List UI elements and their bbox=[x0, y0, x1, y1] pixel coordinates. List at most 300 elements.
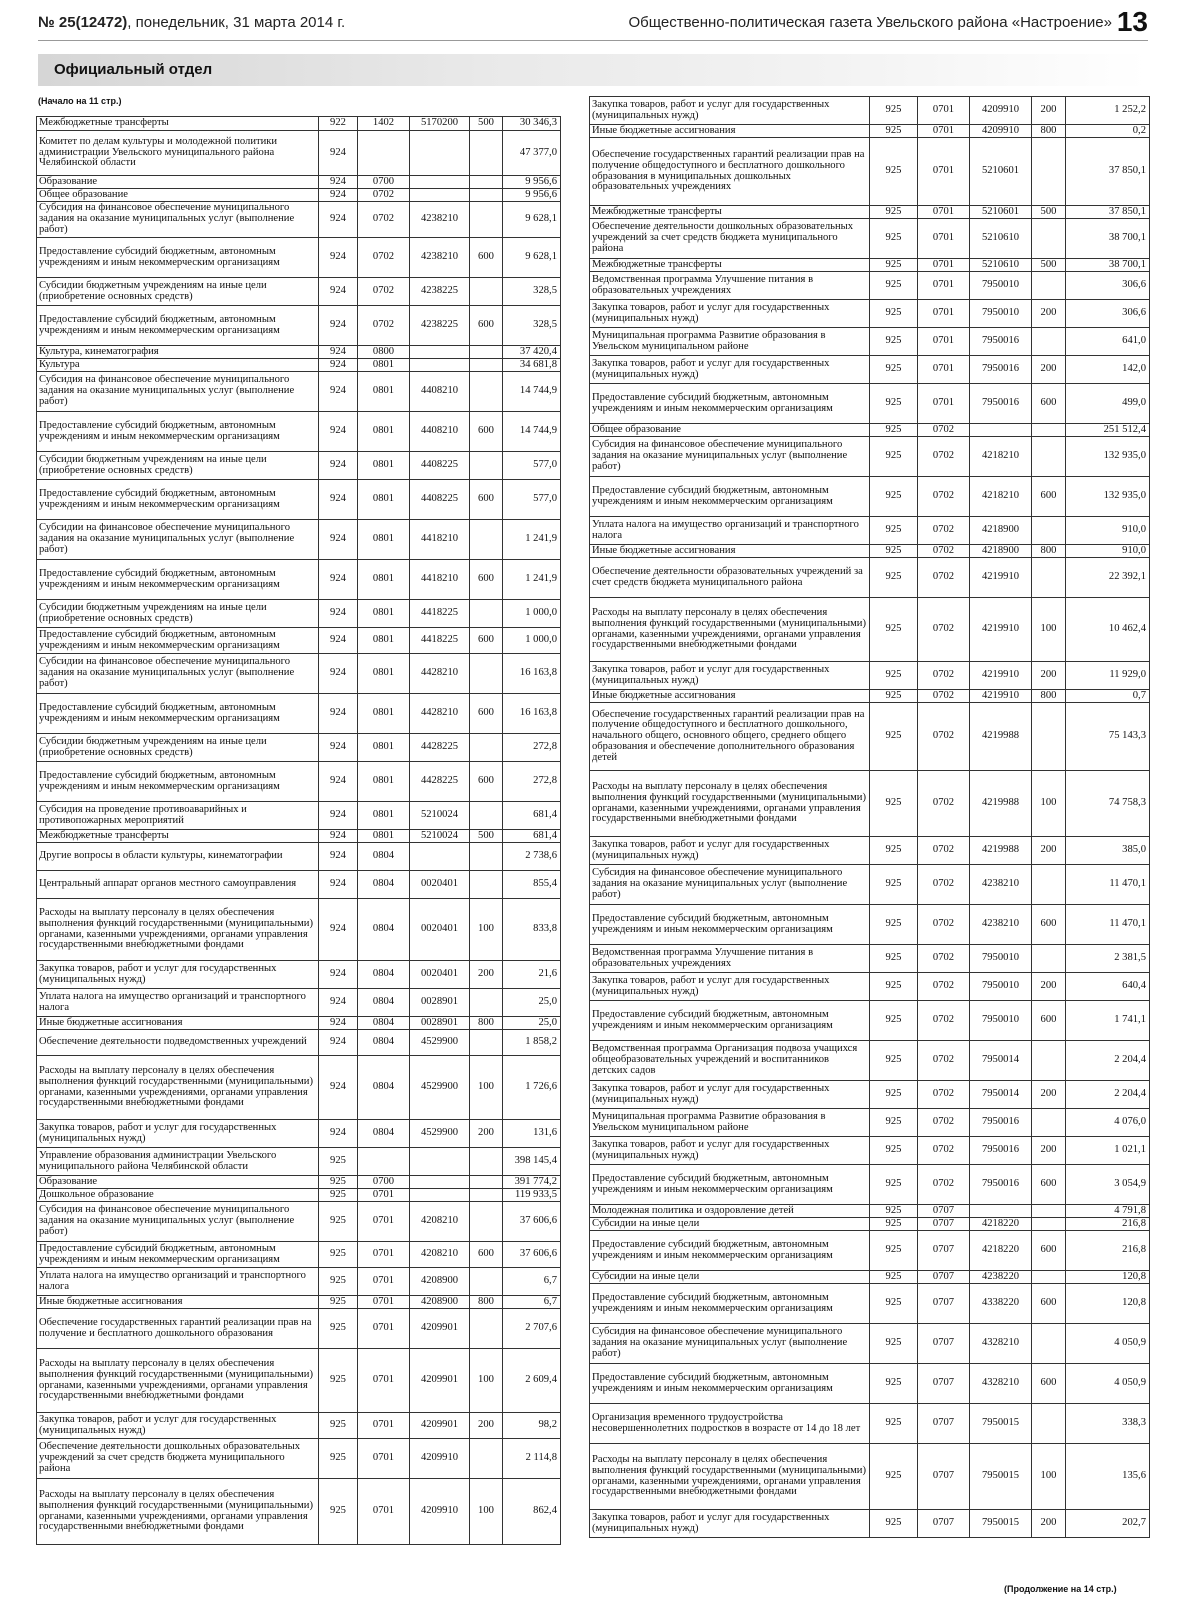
row-article-code: 4208900 bbox=[410, 1268, 470, 1296]
row-expense-type: 500 bbox=[1032, 259, 1066, 272]
row-dept-code: 924 bbox=[319, 238, 358, 278]
table-row bbox=[590, 125, 1150, 138]
row-expense-type bbox=[470, 131, 503, 176]
row-dept-code: 925 bbox=[870, 1364, 918, 1404]
row-dept-code: 924 bbox=[319, 830, 358, 843]
row-expense-type bbox=[470, 176, 503, 189]
row-section-code: 0801 bbox=[358, 830, 410, 843]
row-amount: 1 252,2 bbox=[1066, 97, 1150, 125]
row-section-code: 0701 bbox=[918, 384, 970, 424]
row-expense-type: 100 bbox=[1032, 771, 1066, 837]
row-dept-code: 924 bbox=[319, 600, 358, 628]
row-expense-type bbox=[470, 802, 503, 830]
row-expense-type bbox=[470, 346, 503, 359]
row-expense-type bbox=[470, 1030, 503, 1056]
table-row bbox=[37, 278, 561, 306]
row-name: Иные бюджетные ассигнования bbox=[37, 1296, 319, 1309]
table-row bbox=[590, 1324, 1150, 1364]
row-article-code: 4219988 bbox=[970, 703, 1032, 771]
row-amount: 2 707,6 bbox=[503, 1309, 561, 1349]
row-amount: 833,8 bbox=[503, 899, 561, 961]
row-amount: 1 000,0 bbox=[503, 628, 561, 654]
row-expense-type: 100 bbox=[470, 1056, 503, 1120]
row-dept-code: 924 bbox=[319, 412, 358, 452]
left-table-body bbox=[37, 117, 561, 1545]
row-expense-type: 100 bbox=[470, 1349, 503, 1413]
row-expense-type bbox=[1032, 865, 1066, 905]
table-row bbox=[37, 1176, 561, 1189]
row-amount: 1 741,1 bbox=[1066, 1001, 1150, 1041]
table-row bbox=[590, 1231, 1150, 1271]
row-section-code: 0702 bbox=[918, 1041, 970, 1081]
row-dept-code: 924 bbox=[319, 694, 358, 734]
row-amount: 855,4 bbox=[503, 871, 561, 899]
row-section-code: 0707 bbox=[918, 1284, 970, 1324]
table-row bbox=[37, 1309, 561, 1349]
row-dept-code: 924 bbox=[319, 1017, 358, 1030]
table-row bbox=[37, 1017, 561, 1030]
table-row bbox=[590, 703, 1150, 771]
table-row bbox=[590, 690, 1150, 703]
row-name: Управление образования администрации Увельского муниципального района Челябинской области bbox=[37, 1148, 319, 1176]
row-expense-type: 100 bbox=[1032, 1444, 1066, 1510]
row-section-code: 0801 bbox=[358, 762, 410, 802]
row-expense-type bbox=[1032, 1109, 1066, 1137]
row-name: Обеспечение деятельности подведомственных учреждений bbox=[37, 1030, 319, 1056]
row-article-code: 4219910 bbox=[970, 662, 1032, 690]
row-dept-code: 925 bbox=[870, 437, 918, 477]
row-name: Культура bbox=[37, 359, 319, 372]
table-row bbox=[37, 1349, 561, 1413]
row-dept-code: 925 bbox=[870, 1165, 918, 1205]
row-section-code: 0701 bbox=[918, 219, 970, 259]
row-name: Культура, кинематография bbox=[37, 346, 319, 359]
row-article-code: 4219910 bbox=[970, 690, 1032, 703]
row-amount: 4 791,8 bbox=[1066, 1205, 1150, 1218]
row-expense-type bbox=[470, 654, 503, 694]
row-dept-code: 925 bbox=[870, 558, 918, 598]
row-article-code: 4428210 bbox=[410, 694, 470, 734]
row-amount: 398 145,4 bbox=[503, 1148, 561, 1176]
row-dept-code: 925 bbox=[870, 125, 918, 138]
row-article-code: 4238225 bbox=[410, 278, 470, 306]
row-section-code: 0701 bbox=[918, 272, 970, 300]
row-expense-type bbox=[470, 1189, 503, 1202]
row-name: Обеспечение государственных гарантий реализации прав на получение и бесплатного дошкольного образования bbox=[37, 1309, 319, 1349]
row-name: Предоставление субсидий бюджетным, автономным учреждениям и иным некоммерческим организациям bbox=[590, 1001, 870, 1041]
row-section-code: 0707 bbox=[918, 1324, 970, 1364]
row-amount: 25,0 bbox=[503, 1017, 561, 1030]
table-row bbox=[590, 1364, 1150, 1404]
row-article-code: 4408225 bbox=[410, 480, 470, 520]
row-name: Субсидии на финансовое обеспечение муниципального задания на оказание муниципальных услуг (выполнение работ) bbox=[37, 654, 319, 694]
row-dept-code: 925 bbox=[870, 837, 918, 865]
table-row bbox=[37, 1479, 561, 1545]
row-dept-code: 925 bbox=[870, 1231, 918, 1271]
row-name: Субсидии бюджетным учреждениям на иные цели (приобретение основных средств) bbox=[37, 600, 319, 628]
row-expense-type: 200 bbox=[470, 1413, 503, 1439]
row-dept-code: 925 bbox=[319, 1148, 358, 1176]
right-table-body bbox=[590, 97, 1150, 1538]
row-dept-code: 925 bbox=[870, 545, 918, 558]
row-name: Закупка товаров, работ и услуг для государственных (муниципальных нужд) bbox=[590, 1081, 870, 1109]
row-section-code: 0702 bbox=[918, 905, 970, 945]
table-row bbox=[590, 1041, 1150, 1081]
table-row bbox=[37, 1439, 561, 1479]
row-expense-type bbox=[470, 202, 503, 238]
row-name: Закупка товаров, работ и услуг для государственных (муниципальных нужд) bbox=[590, 662, 870, 690]
row-article-code: 4209901 bbox=[410, 1413, 470, 1439]
issue-date: , понедельник, 31 марта 2014 г. bbox=[127, 14, 346, 31]
row-expense-type: 200 bbox=[1032, 662, 1066, 690]
row-article-code: 7950016 bbox=[970, 1137, 1032, 1165]
row-article-code: 4428210 bbox=[410, 654, 470, 694]
table-row bbox=[590, 1404, 1150, 1444]
row-expense-type bbox=[1032, 219, 1066, 259]
table-row bbox=[37, 654, 561, 694]
start-note: (Начало на 11 стр.) bbox=[38, 96, 122, 106]
row-dept-code: 925 bbox=[870, 300, 918, 328]
row-dept-code: 925 bbox=[870, 1324, 918, 1364]
row-article-code: 4328210 bbox=[970, 1324, 1032, 1364]
row-article-code bbox=[410, 131, 470, 176]
table-row bbox=[590, 1165, 1150, 1205]
row-name: Предоставление субсидий бюджетным, автономным учреждениям и иным некоммерческим организациям bbox=[590, 1284, 870, 1324]
row-expense-type: 200 bbox=[1032, 837, 1066, 865]
row-article-code: 4529900 bbox=[410, 1056, 470, 1120]
row-article-code: 4209910 bbox=[970, 125, 1032, 138]
row-article-code: 5210601 bbox=[970, 206, 1032, 219]
row-name: Закупка товаров, работ и услуг для государственных (муниципальных нужд) bbox=[590, 1510, 870, 1538]
row-article-code: 4238210 bbox=[970, 905, 1032, 945]
row-name: Расходы на выплату персоналу в целях обеспечения выполнения функций государственными (муниципальными) органами, казенными учреждениями, органами управления государственными внебюджетными фондами bbox=[590, 1444, 870, 1510]
row-section-code: 0702 bbox=[918, 1081, 970, 1109]
row-expense-type: 200 bbox=[1032, 1081, 1066, 1109]
row-section-code bbox=[358, 131, 410, 176]
table-row bbox=[590, 865, 1150, 905]
row-expense-type: 800 bbox=[1032, 545, 1066, 558]
row-dept-code: 925 bbox=[870, 662, 918, 690]
row-expense-type: 600 bbox=[1032, 1231, 1066, 1271]
row-article-code: 4218900 bbox=[970, 517, 1032, 545]
row-dept-code: 925 bbox=[870, 1404, 918, 1444]
row-name: Предоставление субсидий бюджетным, автономным учреждениям и иным некоммерческим организациям bbox=[590, 1364, 870, 1404]
table-row bbox=[590, 973, 1150, 1001]
row-name: Организация временного трудоустройства несовершеннолетних подростков в возрасте от 14 до 18 лет bbox=[590, 1404, 870, 1444]
row-article-code: 4418210 bbox=[410, 560, 470, 600]
row-article-code: 4238210 bbox=[970, 865, 1032, 905]
row-expense-type: 600 bbox=[1032, 477, 1066, 517]
row-name: Уплата налога на имущество организаций и транспортного налога bbox=[590, 517, 870, 545]
table-row bbox=[37, 989, 561, 1017]
row-section-code: 0804 bbox=[358, 1120, 410, 1148]
row-name: Предоставление субсидий бюджетным, автономным учреждениям и иным некоммерческим организациям bbox=[37, 628, 319, 654]
row-amount: 385,0 bbox=[1066, 837, 1150, 865]
row-article-code: 4219910 bbox=[970, 598, 1032, 662]
row-amount: 37 606,6 bbox=[503, 1242, 561, 1268]
row-section-code: 0801 bbox=[358, 628, 410, 654]
row-amount: 1 021,1 bbox=[1066, 1137, 1150, 1165]
table-row bbox=[37, 843, 561, 871]
row-expense-type: 100 bbox=[470, 1479, 503, 1545]
row-section-code: 0702 bbox=[918, 558, 970, 598]
row-dept-code: 924 bbox=[319, 961, 358, 989]
issue-number: № 25(12472) bbox=[38, 14, 128, 31]
table-row bbox=[37, 762, 561, 802]
table-row bbox=[37, 1030, 561, 1056]
table-row bbox=[37, 899, 561, 961]
row-article-code: 4208900 bbox=[410, 1296, 470, 1309]
row-dept-code: 925 bbox=[870, 973, 918, 1001]
table-row bbox=[37, 1120, 561, 1148]
row-section-code: 0701 bbox=[918, 259, 970, 272]
left-budget-table bbox=[36, 116, 561, 1545]
row-expense-type: 600 bbox=[470, 628, 503, 654]
row-article-code bbox=[410, 176, 470, 189]
table-row bbox=[590, 1271, 1150, 1284]
row-expense-type: 600 bbox=[470, 238, 503, 278]
row-dept-code: 925 bbox=[870, 424, 918, 437]
table-row bbox=[590, 97, 1150, 125]
row-amount: 132 935,0 bbox=[1066, 437, 1150, 477]
row-expense-type: 600 bbox=[470, 762, 503, 802]
table-row bbox=[37, 359, 561, 372]
table-row bbox=[37, 480, 561, 520]
row-expense-type: 500 bbox=[470, 117, 503, 131]
row-section-code: 0701 bbox=[918, 97, 970, 125]
table-row bbox=[590, 905, 1150, 945]
table-row bbox=[590, 1218, 1150, 1231]
row-amount: 16 163,8 bbox=[503, 654, 561, 694]
row-name: Уплата налога на имущество организаций и транспортного налога bbox=[37, 1268, 319, 1296]
row-section-code: 0804 bbox=[358, 899, 410, 961]
row-amount: 6,7 bbox=[503, 1268, 561, 1296]
row-section-code: 0701 bbox=[358, 1439, 410, 1479]
row-section-code: 0701 bbox=[918, 125, 970, 138]
row-amount: 2 204,4 bbox=[1066, 1081, 1150, 1109]
row-expense-type: 600 bbox=[1032, 1284, 1066, 1324]
row-name: Субсидия на финансовое обеспечение муниципального задания на оказание муниципальных услуг (выполнение работ) bbox=[590, 1324, 870, 1364]
row-name: Расходы на выплату персоналу в целях обеспечения выполнения функций государственными (муниципальными) органами, казенными учреждениями, органами управления государственными внебюджетными фондами bbox=[37, 1349, 319, 1413]
table-row bbox=[590, 1205, 1150, 1218]
table-row bbox=[590, 771, 1150, 837]
row-expense-type: 800 bbox=[1032, 125, 1066, 138]
row-expense-type: 600 bbox=[470, 560, 503, 600]
row-dept-code: 925 bbox=[319, 1413, 358, 1439]
table-row bbox=[590, 384, 1150, 424]
row-article-code: 7950014 bbox=[970, 1081, 1032, 1109]
row-article-code: 4209910 bbox=[970, 97, 1032, 125]
row-section-code: 0702 bbox=[918, 865, 970, 905]
row-dept-code: 925 bbox=[870, 703, 918, 771]
row-section-code: 0801 bbox=[358, 560, 410, 600]
row-amount: 2 738,6 bbox=[503, 843, 561, 871]
row-article-code: 4219910 bbox=[970, 558, 1032, 598]
row-section-code: 0701 bbox=[358, 1242, 410, 1268]
row-name: Предоставление субсидий бюджетным, автономным учреждениям и иным некоммерческим организациям bbox=[590, 384, 870, 424]
row-amount: 216,8 bbox=[1066, 1218, 1150, 1231]
row-section-code: 0804 bbox=[358, 1056, 410, 1120]
row-name: Расходы на выплату персоналу в целях обеспечения выполнения функций государственными (муниципальными) органами, казенными учреждениями, органами управления государственными внебюджетными фондами bbox=[37, 899, 319, 961]
row-article-code: 5210610 bbox=[970, 219, 1032, 259]
row-name: Расходы на выплату персоналу в целях обеспечения выполнения функций государственными (муниципальными) органами, казенными учреждениями, органами управления государственными внебюджетными фондами bbox=[37, 1479, 319, 1545]
row-dept-code: 925 bbox=[870, 206, 918, 219]
row-article-code: 4428225 bbox=[410, 762, 470, 802]
row-section-code: 0700 bbox=[358, 176, 410, 189]
row-expense-type: 200 bbox=[1032, 1510, 1066, 1538]
row-amount: 16 163,8 bbox=[503, 694, 561, 734]
row-expense-type bbox=[470, 1439, 503, 1479]
row-article-code: 4529900 bbox=[410, 1030, 470, 1056]
row-section-code: 0702 bbox=[918, 690, 970, 703]
row-name: Обеспечение деятельности дошкольных образовательных учреждений за счет средств бюджета муниципального района bbox=[37, 1439, 319, 1479]
row-article-code: 7950016 bbox=[970, 356, 1032, 384]
row-name: Обеспечение государственных гарантий реализации прав на получение общедоступного и бесплатного дошкольного, начального общего, основного общего, среднего общего образования и обеспечение дополнительного образования детей bbox=[590, 703, 870, 771]
row-dept-code: 924 bbox=[319, 734, 358, 762]
row-amount: 37 850,1 bbox=[1066, 138, 1150, 206]
table-row bbox=[37, 802, 561, 830]
row-expense-type: 600 bbox=[1032, 1001, 1066, 1041]
row-dept-code: 925 bbox=[870, 384, 918, 424]
row-article-code bbox=[410, 1176, 470, 1189]
table-row bbox=[590, 1284, 1150, 1324]
table-row bbox=[590, 837, 1150, 865]
row-name: Закупка товаров, работ и услуг для государственных (муниципальных нужд) bbox=[590, 1137, 870, 1165]
row-article-code bbox=[410, 1189, 470, 1202]
row-expense-type: 600 bbox=[470, 306, 503, 346]
table-row bbox=[590, 138, 1150, 206]
row-section-code: 0801 bbox=[358, 372, 410, 412]
row-amount: 1 000,0 bbox=[503, 600, 561, 628]
row-amount: 9 956,6 bbox=[503, 189, 561, 202]
table-row bbox=[37, 372, 561, 412]
row-article-code: 0028901 bbox=[410, 989, 470, 1017]
row-article-code: 4219988 bbox=[970, 771, 1032, 837]
row-name: Закупка товаров, работ и услуг для государственных (муниципальных нужд) bbox=[590, 300, 870, 328]
table-row bbox=[37, 346, 561, 359]
row-amount: 9 628,1 bbox=[503, 202, 561, 238]
row-section-code: 0804 bbox=[358, 1030, 410, 1056]
row-amount: 4 076,0 bbox=[1066, 1109, 1150, 1137]
row-expense-type bbox=[470, 520, 503, 560]
row-section-code: 0702 bbox=[918, 598, 970, 662]
row-expense-type bbox=[470, 1268, 503, 1296]
table-row bbox=[37, 1268, 561, 1296]
row-dept-code: 924 bbox=[319, 131, 358, 176]
row-article-code: 4218210 bbox=[970, 477, 1032, 517]
row-dept-code: 924 bbox=[319, 1056, 358, 1120]
row-name: Предоставление субсидий бюджетным, автономным учреждениям и иным некоммерческим организациям bbox=[37, 480, 319, 520]
row-dept-code: 925 bbox=[319, 1189, 358, 1202]
row-section-code: 0804 bbox=[358, 871, 410, 899]
row-article-code: 4218210 bbox=[970, 437, 1032, 477]
row-dept-code: 925 bbox=[870, 598, 918, 662]
row-article-code: 4418225 bbox=[410, 628, 470, 654]
row-amount: 202,7 bbox=[1066, 1510, 1150, 1538]
row-article-code bbox=[970, 1205, 1032, 1218]
row-section-code: 0702 bbox=[918, 837, 970, 865]
row-name: Предоставление субсидий бюджетным, автономным учреждениям и иным некоммерческим организациям bbox=[37, 412, 319, 452]
row-dept-code: 925 bbox=[870, 905, 918, 945]
row-expense-type: 200 bbox=[1032, 97, 1066, 125]
row-name: Субсидия на финансовое обеспечение муниципального задания на оказание муниципальных услуг (выполнение работ) bbox=[37, 372, 319, 412]
row-expense-type bbox=[1032, 424, 1066, 437]
row-amount: 2 381,5 bbox=[1066, 945, 1150, 973]
row-amount: 1 241,9 bbox=[503, 520, 561, 560]
table-row bbox=[37, 1296, 561, 1309]
row-article-code: 4209910 bbox=[410, 1479, 470, 1545]
row-expense-type: 100 bbox=[1032, 598, 1066, 662]
row-amount: 120,8 bbox=[1066, 1271, 1150, 1284]
row-article-code: 7950010 bbox=[970, 973, 1032, 1001]
row-amount: 119 933,5 bbox=[503, 1189, 561, 1202]
section-banner bbox=[38, 54, 1148, 86]
table-row bbox=[37, 1148, 561, 1176]
row-dept-code: 925 bbox=[319, 1309, 358, 1349]
row-article-code bbox=[410, 359, 470, 372]
page-number: 13 bbox=[1116, 6, 1148, 37]
right-budget-table bbox=[589, 96, 1150, 1538]
row-article-code: 7950015 bbox=[970, 1510, 1032, 1538]
row-dept-code: 925 bbox=[870, 1001, 918, 1041]
row-amount: 328,5 bbox=[503, 278, 561, 306]
row-name: Закупка товаров, работ и услуг для государственных (муниципальных нужд) bbox=[590, 837, 870, 865]
table-row bbox=[590, 1444, 1150, 1510]
row-name: Комитет по делам культуры и молодежной политики администрации Увельского муниципального района Челябинской области bbox=[37, 131, 319, 176]
table-row bbox=[590, 1109, 1150, 1137]
row-article-code: 7950016 bbox=[970, 1165, 1032, 1205]
row-name: Субсидии бюджетным учреждениям на иные цели (приобретение основных средств) bbox=[37, 452, 319, 480]
table-row bbox=[590, 437, 1150, 477]
row-dept-code: 925 bbox=[870, 517, 918, 545]
row-amount: 910,0 bbox=[1066, 517, 1150, 545]
row-expense-type: 100 bbox=[470, 899, 503, 961]
row-expense-type: 500 bbox=[1032, 206, 1066, 219]
row-expense-type: 200 bbox=[1032, 300, 1066, 328]
row-section-code: 0702 bbox=[918, 517, 970, 545]
row-name: Субсидии на иные цели bbox=[590, 1271, 870, 1284]
row-dept-code: 925 bbox=[319, 1349, 358, 1413]
row-section-code: 0701 bbox=[358, 1349, 410, 1413]
row-section-code: 0801 bbox=[358, 694, 410, 734]
row-article-code: 4218220 bbox=[970, 1231, 1032, 1271]
row-section-code: 0702 bbox=[918, 437, 970, 477]
row-section-code: 0702 bbox=[918, 1137, 970, 1165]
table-row bbox=[37, 1056, 561, 1120]
row-amount: 21,6 bbox=[503, 961, 561, 989]
row-name: Молодежная политика и оздоровление детей bbox=[590, 1205, 870, 1218]
row-article-code: 4418210 bbox=[410, 520, 470, 560]
row-name: Субсидия на финансовое обеспечение муниципального задания на оказание муниципальных услуг (выполнение работ) bbox=[590, 437, 870, 477]
row-section-code: 0804 bbox=[358, 961, 410, 989]
row-amount: 74 758,3 bbox=[1066, 771, 1150, 837]
row-expense-type: 600 bbox=[470, 694, 503, 734]
row-article-code: 4408210 bbox=[410, 412, 470, 452]
row-expense-type bbox=[1032, 1324, 1066, 1364]
row-name: Предоставление субсидий бюджетным, автономным учреждениям и иным некоммерческим организациям bbox=[590, 1231, 870, 1271]
row-name: Дошкольное образование bbox=[37, 1189, 319, 1202]
row-expense-type bbox=[1032, 945, 1066, 973]
table-row bbox=[590, 558, 1150, 598]
row-name: Расходы на выплату персоналу в целях обеспечения выполнения функций государственными (муниципальными) органами, казенными учреждениями, органами управления государственными внебюджетными фондами bbox=[590, 598, 870, 662]
table-row bbox=[37, 830, 561, 843]
table-row bbox=[37, 734, 561, 762]
row-section-code: 0701 bbox=[358, 1309, 410, 1349]
row-expense-type bbox=[1032, 272, 1066, 300]
table-row bbox=[37, 176, 561, 189]
row-dept-code: 924 bbox=[319, 480, 358, 520]
row-dept-code: 924 bbox=[319, 560, 358, 600]
